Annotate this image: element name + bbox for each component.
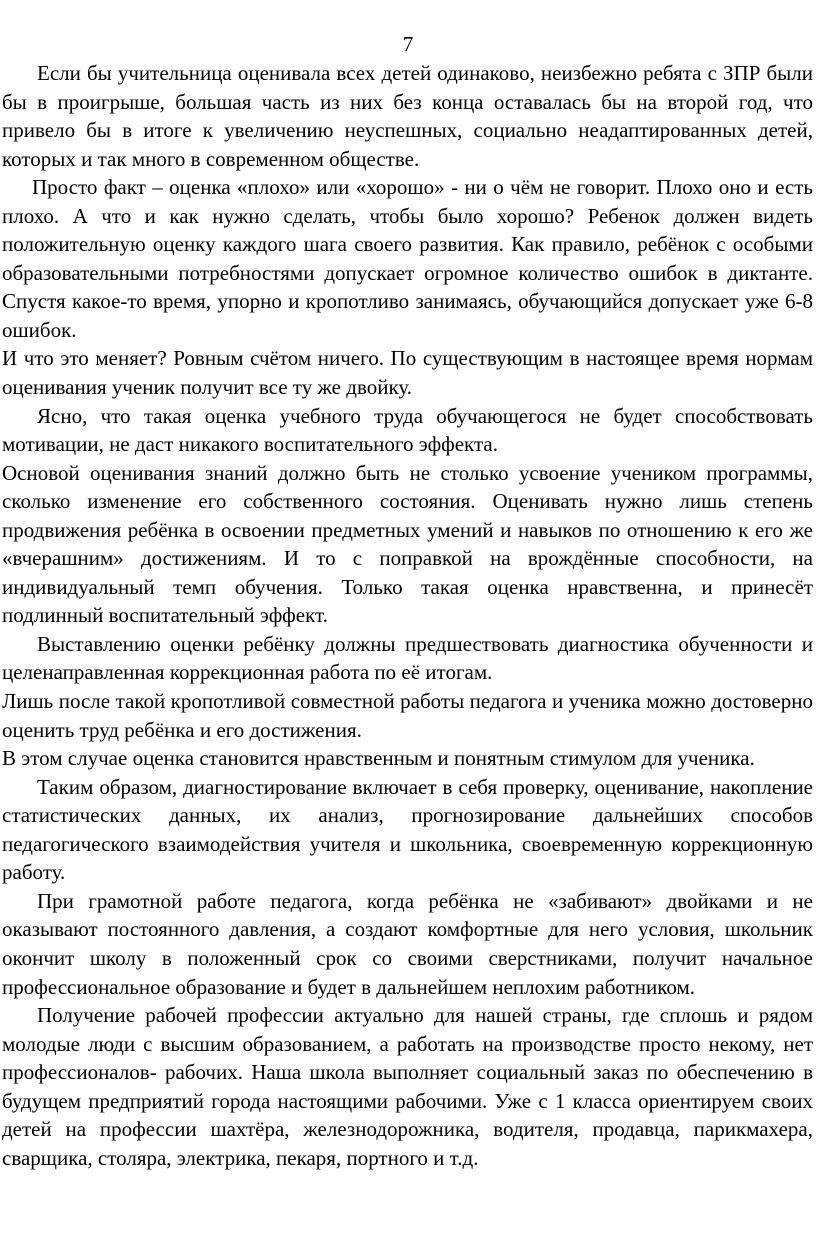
paragraph-diagnosing: Таким образом, диагностирование включает в себя проверку, оценивание, накопление статистических данных, их анализ, прогнозирование дальнейших способов педагогического взаимодействия учителя и школьника, своевременную коррекционную работу. [2, 774, 813, 885]
paragraph-basis-of-assessment: Основой оценивания знаний должно быть не столько усвоение учеником программы, сколько изменение его собственного состояния. Оценивать нужно лишь степень продвижения ребёнка в освоении предметных умений и навыков по отношению к его же «вчерашним» достижениям. И то с поправкой на врождённые способности, на индивидуальный темп обучения. Только такая оценка нравственна, и принесёт подлинный воспитательный эффект. [2, 460, 813, 628]
paragraph-joint-work: Лишь после такой кропотливой совместной работы педагога и ученика можно достоверно оценить труд ребёнка и его достижения. [2, 689, 813, 742]
paragraph-working-profession: Получение рабочей профессии актуально для нашей страны, где сплошь и рядом молодые люди с высшим образованием, а работать на производстве просто некому, нет профессионалов- рабочих. Наша школа выполняет социальный заказ по обеспечению в будущем предприятий города настоящими рабочими. Уже с 1 класса ориентируем своих детей на профессии шахтёра, железнодорожника, водителя, продавца, парикмахера, сварщика, столяра, электрика, пекаря, портного и т.д. [2, 1003, 813, 1170]
paragraph-moral-stimulus: В этом случае оценка становится нравственным и понятным стимулом для ученика. [2, 746, 755, 771]
paragraph-zpr-assessment: Если бы учительница оценивала всех детей одинаково, неизбежно ребята с ЗПР были бы в проигрыше, большая часть из них без конца оставалась бы на второй год, что привело бы в итоге к увеличению неуспешных, социально неадаптированных детей, которых и так много в современном обществе. [2, 61, 813, 171]
document-body [2, 59, 813, 1172]
paragraph-competent-work: При грамотной работе педагога, когда ребёнка не «забивают» двойками и не оказывают постоянного давления, а создают комфортные для него условия, школьник окончит школу в положенный срок со своими сверстниками, получит начальное профессиональное образование и будет в дальнейшем неплохим работником. [2, 888, 813, 999]
paragraph-motivation: Ясно, что такая оценка учебного труда обучающегося не будет способствовать мотивации, не даст никакого воспитательного эффекта. [2, 403, 813, 457]
page-number: 7 [402, 32, 414, 56]
paragraph-what-changes: И что это меняет? Ровным счётом ничего. По существующим в настоящее время нормам оценивания ученик получит все ту же двойку. [2, 346, 813, 400]
paragraph-simple-fact: Просто факт – оценка «плохо» или «хорошо» - ни о чём не говорит. Плохо оно и есть плохо. А что и как нужно сделать, чтобы было хорошо? Ребенок должен видеть положительную оценку каждого шага своего развития. Как правило, ребёнок с особыми образовательными потребностями допускает огромное количество ошибок в диктанте. Спустя какое-то время, упорно и кропотливо занимаясь, обучающийся допускает уже 6-8 ошибок. [2, 175, 813, 342]
paragraph-diagnostics: Выставлению оценки ребёнку должны предшествовать диагностика обученности и целенаправленная коррекционная работа по её итогам. [2, 631, 813, 685]
